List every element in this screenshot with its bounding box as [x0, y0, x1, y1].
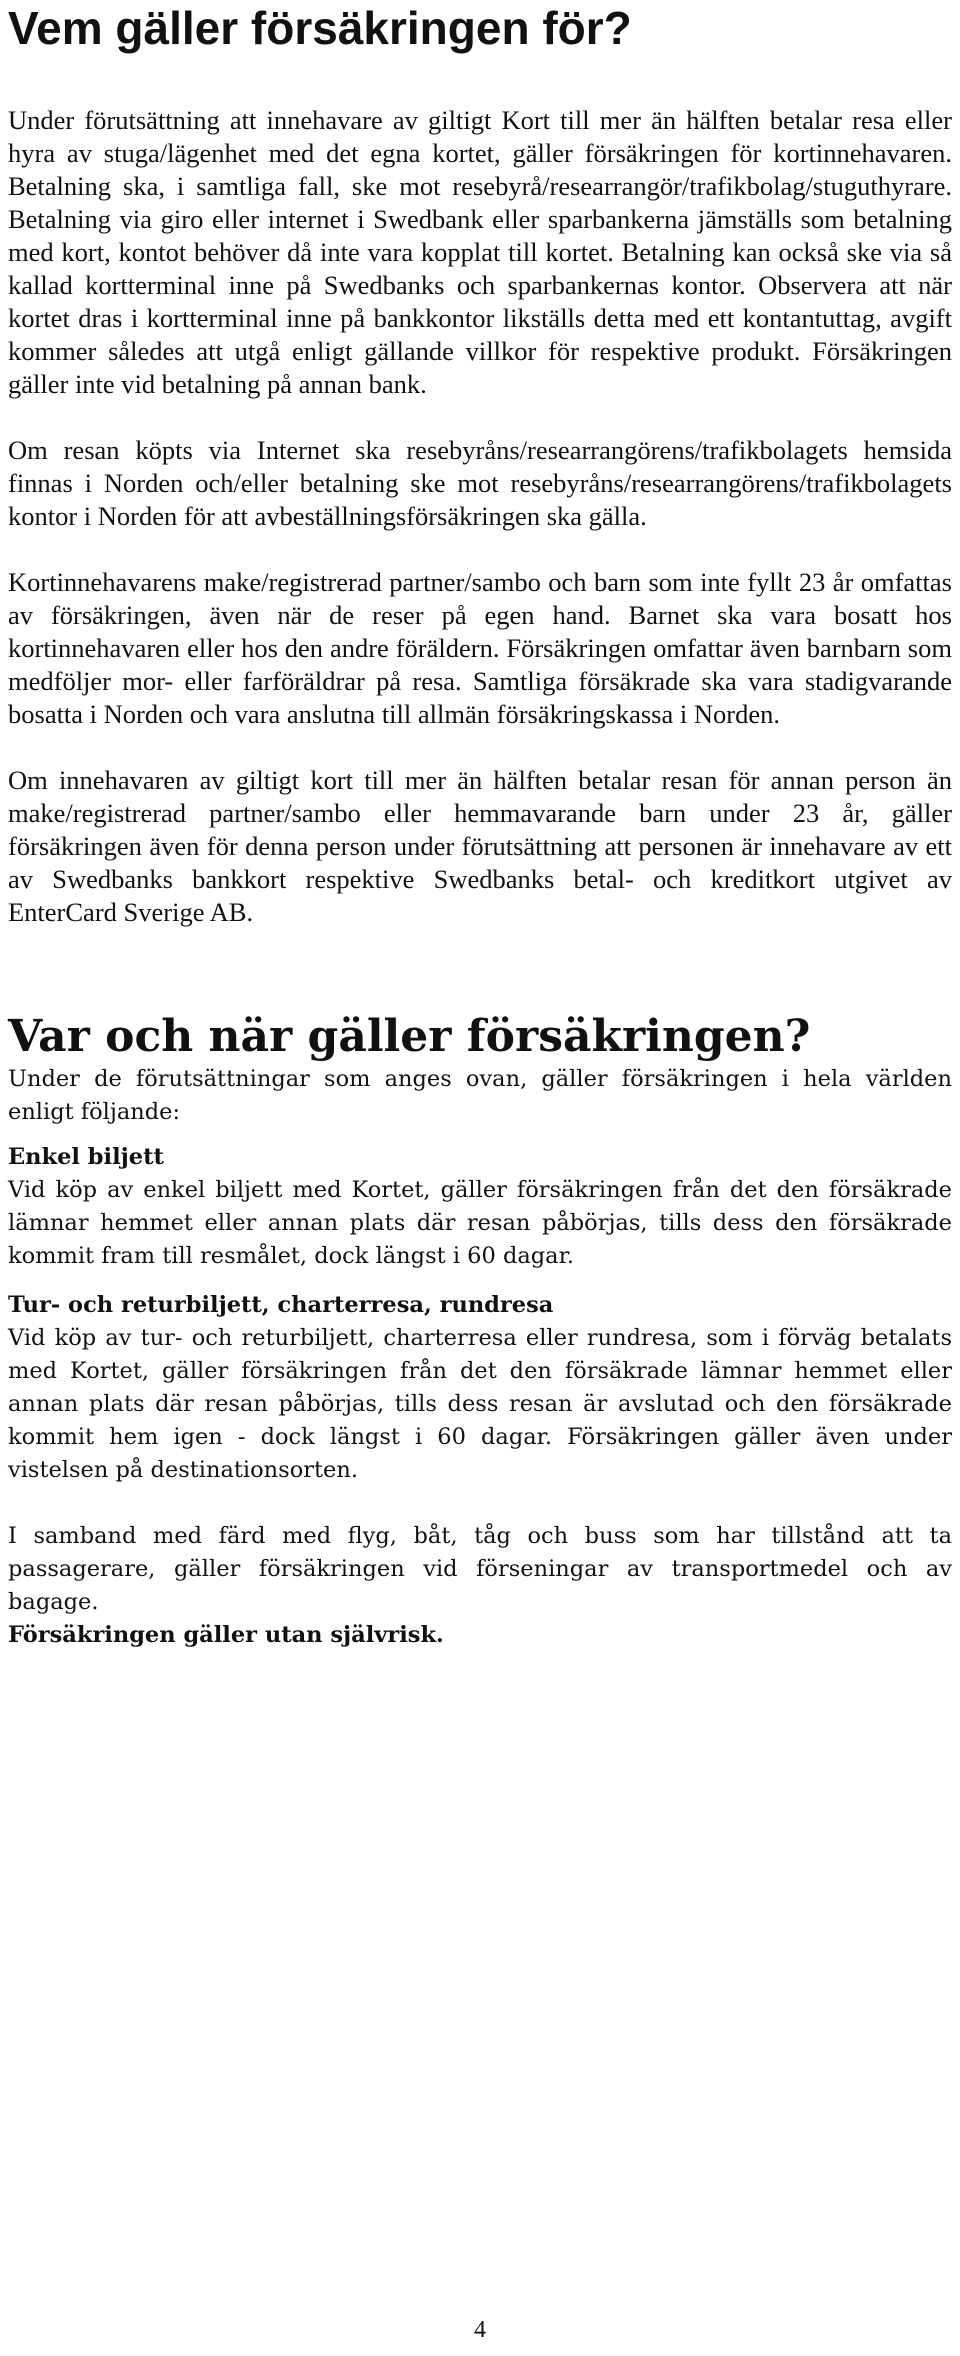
- paragraph-other-person: Om innehavaren av giltigt kort till mer än hälften betalar resan för annan person än make/registrerad partner/sambo eller hemmavarande barn under 23 år, gäller försäkringen även för denna person under förutsättning att personen är innehavare av ett av Swedbanks bankkort respektive Swedbanks betal- och kreditkort utgivet av EnterCard Sverige AB.: [8, 765, 952, 927]
- paragraph-internet-purchase: Om resan köpts via Internet ska resebyråns/researrangörens/trafikbolagets hemsida finnas i Norden och/eller betalning ske mot resebyråns/researrangörens/trafikbolagets kontor i Norden för att avbeställningsförsäkringen ska gälla.: [8, 435, 952, 531]
- paragraph-single-ticket: Vid köp av enkel biljett med Kortet, gäller försäkringen från det den försäkrade lämnar hemmet eller annan plats där resan påbörjas, tills dess den försäkrade kommit fram till resmålet, dock längst i 60 dagar.: [8, 1177, 952, 1269]
- paragraph-family-coverage: Kortinnehavarens make/registrerad partner/sambo och barn som inte fyllt 23 år omfattas av försäkringen, även när de reser på egen hand. Barnet ska vara bosatt hos kortinnehavaren eller hos den andre föräldern. Försäkringen omfattar även barnbarn som medföljer mor- eller farföräldrar på resa. Samtliga försäkrade ska vara stadigvarande bosatta i Norden och vara anslutna till allmän försäkringskassa i Norden.: [8, 567, 952, 729]
- paragraph-transport-delay: I samband med färd med flyg, båt, tåg och buss som har tillstånd att ta passagerare, gäller försäkringen vid förseningar av transportmedel och av bagage.: [8, 1523, 952, 1615]
- page-number: 4: [474, 2317, 486, 2343]
- section-heading-who: Vem gäller försäkringen för?: [8, 2, 632, 54]
- paragraph-intro: Under de förutsättningar som anges ovan, gäller försäkringen i hela världen enligt följande:: [8, 1066, 952, 1125]
- section-heading-where-when: Var och när gäller försäkringen?: [8, 1011, 811, 1062]
- paragraph-return-ticket: Vid köp av tur- och returbiljett, charterresa eller rundresa, som i förväg betalats med Kortet, gäller försäkringen från det den försäkrade lämnar hemmet eller annan plats där resan påbörjas, tills dess resan är avslutad och den försäkrade kommit hem igen - dock längst i 60 dagar. Försäkringen gäller även under vistelsen på destinationsorten.: [8, 1325, 952, 1483]
- subheading-return-ticket: Tur- och returbiljett, charterresa, rundresa: [8, 1292, 554, 1318]
- paragraph-card-payment: Under förutsättning att innehavare av giltigt Kort till mer än hälften betalar resa eller hyra av stuga/lägenhet med det egna kortet, gäller försäkringen för kortinnehavaren. Betalning ska, i samtliga fall, ske mot resebyrå/researrangör/trafikbolag/stuguthyrare. Betalning via giro eller internet i Swedbank eller sparbankerna jämställs som betalning med kort, kontot behöver då inte vara kopplat till kortet. Betalning kan också ske via så kallad kortterminal inne på Swedbanks och sparbankernas kontor. Observera att när kortet dras i kortterminal inne på bankkontor likställs detta med ett kontantuttag, avgift kommer således att utgå enligt gällande villkor för respektive produkt. Försäkringen gäller inte vid betalning på annan bank.: [8, 105, 952, 399]
- subheading-single-ticket: Enkel biljett: [8, 1144, 164, 1170]
- no-deductible-note: Försäkringen gäller utan självrisk.: [8, 1622, 444, 1648]
